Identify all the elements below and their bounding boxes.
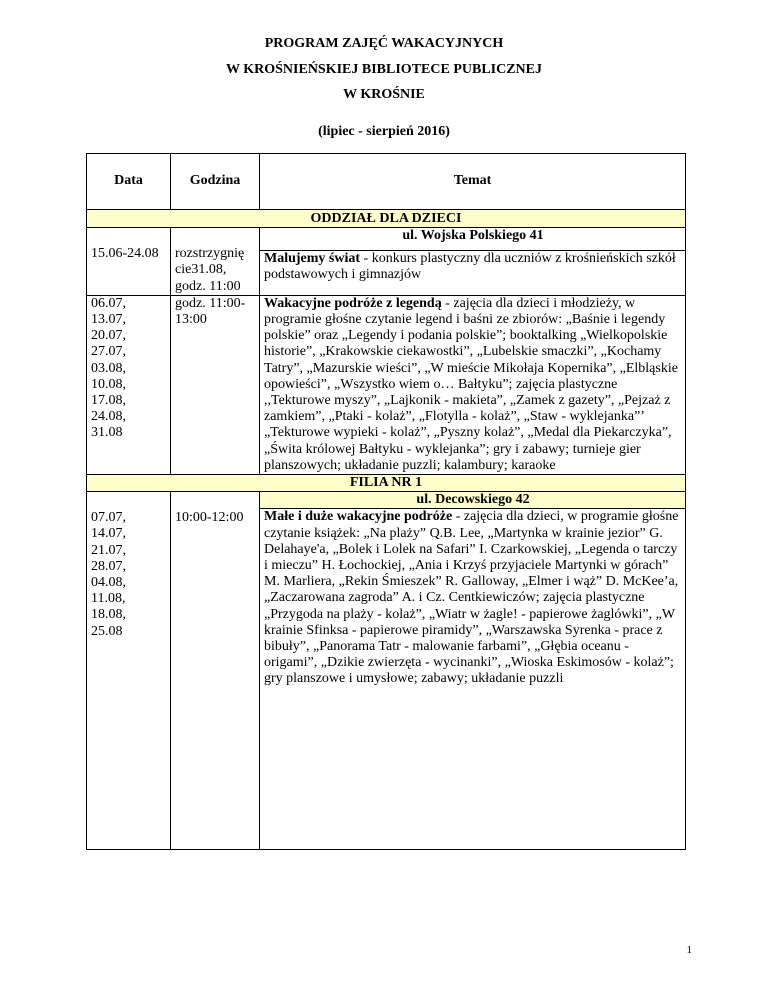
title-line-1: PROGRAM ZAJĘĆ WAKACYJNYCH [264,36,504,51]
table-row [87,295,686,474]
topic-title: Wakacyjne podróże z legendą [264,295,442,311]
title-line-3: W KROŚNIE [343,87,425,102]
time-cell: godz. 11:00- 13:00 [171,295,260,474]
title-line-2: W KROŚNIEŃSKIEJ BIBLIOTECE PUBLICZNEJ [226,62,542,77]
column-header-topic: Temat [260,154,686,210]
date-cell: 07.07, 14.07, 21.07, 28.07, 04.08, 11.08, 18.08, 25.08 [87,492,171,850]
table-row [87,228,686,251]
section-name: FILIA NR 1 [349,475,423,491]
section-row [87,475,686,492]
section-address: ul. Decowskiego 42 [260,492,686,509]
date-cell: 15.06-24.08 [87,228,171,296]
column-header-time: Godzina [171,154,260,210]
page-number: 1 [686,944,692,956]
topic-cell [260,295,686,474]
section-cell [87,210,686,228]
topic-title: Malujemy świat [264,251,361,267]
topic-cell [260,509,686,850]
topic-description: - zajęcia dla dzieci i młodzieży, w programie głośne czytanie legend i baśni ze zbiorów: „Baśnie i legendy polskie” oraz „Legendy i podania polskie”; booktalking „Wielkopolskie historie”, „Krakowskie ciekawostki”, „Lubelskie smaczki”, „Kochamy Tatry”, „Mazurskie wieści”, „W mieście Mikołaja Kopernika”, „Elbląskie opowieści”, „Wszystko wiem o… Bałtyku”; zajęcia plastyczne ,,Tekturowe myszy”, „Lajkonik - makieta”, „Zamek z gazety”, „Pejzaż z zamkiem”, „Ptaki - kolaż”, „Flotylla - kolaż”, „Staw - wyklejanka”’ „Tekturowe wypieki - kolaż”, „Pyszny kolaż”, „Medal dla Piekarczyka”, „Świta królowej Bałtyku - wyklejanka”; gry i zabawy; turnieje gier planszowych; układanie puzzli; kalambury; karaoke [264,295,678,473]
section-row [87,210,686,228]
time-cell: 10:00-12:00 [171,492,260,850]
section-address: ul. Wojska Polskiego 41 [260,228,686,251]
date-cell: 06.07, 13.07, 20.07, 27.07, 03.08, 10.08, 17.08, 24.08, 31.08 [87,295,171,474]
section-name: ODDZIAŁ DLA DZIECI [310,211,462,226]
time-cell: rozstrzygnię cie31.08, godz. 11:00 [171,228,260,296]
period-subtitle: (lipiec - sierpień 2016) [318,124,450,139]
table-row [87,492,686,509]
topic-description: - zajęcia dla dzieci, w programie głośne czytanie książek: „Na plaży” Q.B. Lee, „Martynka w krainie jezior” G. Delahaye'a, „Bolek i Lolek na Safari” I. Czarkowskiej, „Legenda o tarczy i mieczu” H. Łochockiej, „Ania i Krzyś przyjaciele Martynki w górach” M. Marliera, „Rekin Śmieszek” R. Galloway, „Elmer i wąż” D. McKee’a, „Zaczarowana zagroda” A. i Cz. Centkiewiczów; zajęcia plastyczne „Przygoda na plaży - kolaż”, „Wiatr w żagle! - papierowe żaglówki”, „W krainie Sfinksa - papierowe piramidy”, „Warszawska Syrenka - prace z bibuły”, „Panorama Tatr - malowanie farbami”, „Głębia oceanu - origami”, „Dzikie zwierzęta - wycinanki”, „Wioska Eskimosów - kolaż”; gry planszowe i umysłowe; zabawy; układanie puzzli [264,509,679,687]
table-header-row [87,154,686,210]
topic-cell [260,251,686,296]
section-cell [87,475,686,492]
topic-description: - konkurs plastyczny dla uczniów z krośnieńskich szkół podstawowych i gimnazjów [264,251,676,283]
column-header-date: Data [87,154,171,210]
program-table [86,153,686,850]
topic-title: Małe i duże wakacyjne podróże [264,509,453,525]
